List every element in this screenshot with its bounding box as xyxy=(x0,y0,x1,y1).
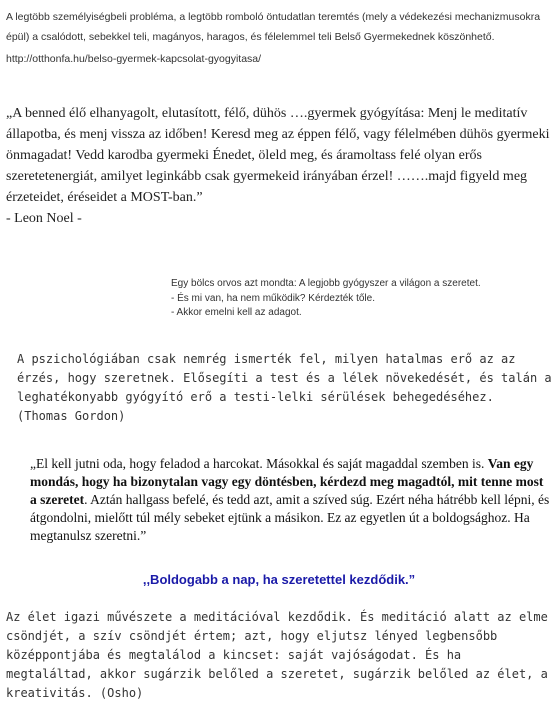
gordon-author: (Thomas Gordon) xyxy=(17,409,126,423)
motto-text: ,,Boldogabb a nap, ha szeretettel kezdődik.” xyxy=(142,572,416,587)
surrender-part-2: . Aztán hallgass befelé, és tedd azt, amit a szíved súg. Ezért néha hátrébb kell lépni, és átgondolni, mielőtt túl mély sebeket ejtünk a másikon. Ez az egyetlen út a boldogsághoz. Ha megtanulsz szeretni.” xyxy=(30,492,550,543)
surrender-quote-text xyxy=(30,455,552,545)
wise-doctor-quote xyxy=(171,277,551,321)
motto-line xyxy=(0,571,558,589)
doctor-line-2: - És mi van, ha nem működik? Kérdezték tőle. xyxy=(171,292,375,304)
intro-text: A legtöbb személyiségbeli probléma, a legtöbb romboló öntudatlan teremtés (mely a védekezési mechanizmusokra épül) a csalódott, sebekkel teli, magányos, haragos, és félelemmel teli Belső Gyermekednek köszönhető. xyxy=(6,11,541,43)
gordon-quote-text: A pszichológiában csak nemrég ismerték fel, milyen hatalmas erő az az érzés, hogy szeretnek. Elősegíti a test és a lélek növekedését, és talán a leghatékonyabb gyógyító erő a testi-lelki sérülések behegedéséhez. xyxy=(17,352,552,404)
thomas-gordon-quote xyxy=(17,350,552,426)
surrender-part-1: „El kell jutni oda, hogy feladod a harcokat. Másokkal és saját magaddal szemben is. xyxy=(30,456,488,471)
osho-quote xyxy=(6,608,552,703)
osho-quote-text: Az élet igazi művészete a meditációval kezdődik. És meditáció alatt az elme csöndjét, a szív csöndjét értem; azt, hogy eljutsz lényed legbensőbb középpontjába és megtalálod a kincset: saját vajóságodat. És ha megtaláltad, akkor sugárzik belőled a szeretet, sugárzik belőled az élet, a kreativitás. (Osho) xyxy=(6,610,548,700)
intro-paragraph xyxy=(6,7,552,47)
doctor-line-1: Egy bölcs orvos azt mondta: A legjobb gyógyszer a világon a szeretet. xyxy=(171,278,481,289)
leon-noel-author: - Leon Noel - xyxy=(6,211,82,226)
leon-noel-quote-text: „A benned élő elhanyagolt, elutasított, félő, dühös ….gyermek gyógyítása: Menj le meditatív állapotba, és menj vissza az időben! Keresd meg az éppen félő, vagy félelmében dühös gyermeki önmagadat! Vedd karodba gyermeki Énedet, öleld meg, és áramoltass felé olyan erős szeretetenergiát, amilyet leginkább csak gyermekeid irányában érzel! …….majd figyeld meg érzeteidet, éréseidet a MOST-ban.” xyxy=(6,106,550,205)
surrender-bold: Van egy mondás, hogy ha bizonytalan vagy egy döntésben, kérdezd meg magadtól, mit tenne most a szeretet xyxy=(30,456,544,507)
doctor-line-3: - Akkor emelni kell az adagot. xyxy=(171,307,302,318)
leon-noel-quote xyxy=(6,103,552,229)
surrender-quote xyxy=(30,455,552,545)
source-link[interactable]: http://otthonfa.hu/belso-gyermek-kapcsolat-gyogyitasa/ xyxy=(6,53,262,65)
source-link-line xyxy=(6,52,552,66)
